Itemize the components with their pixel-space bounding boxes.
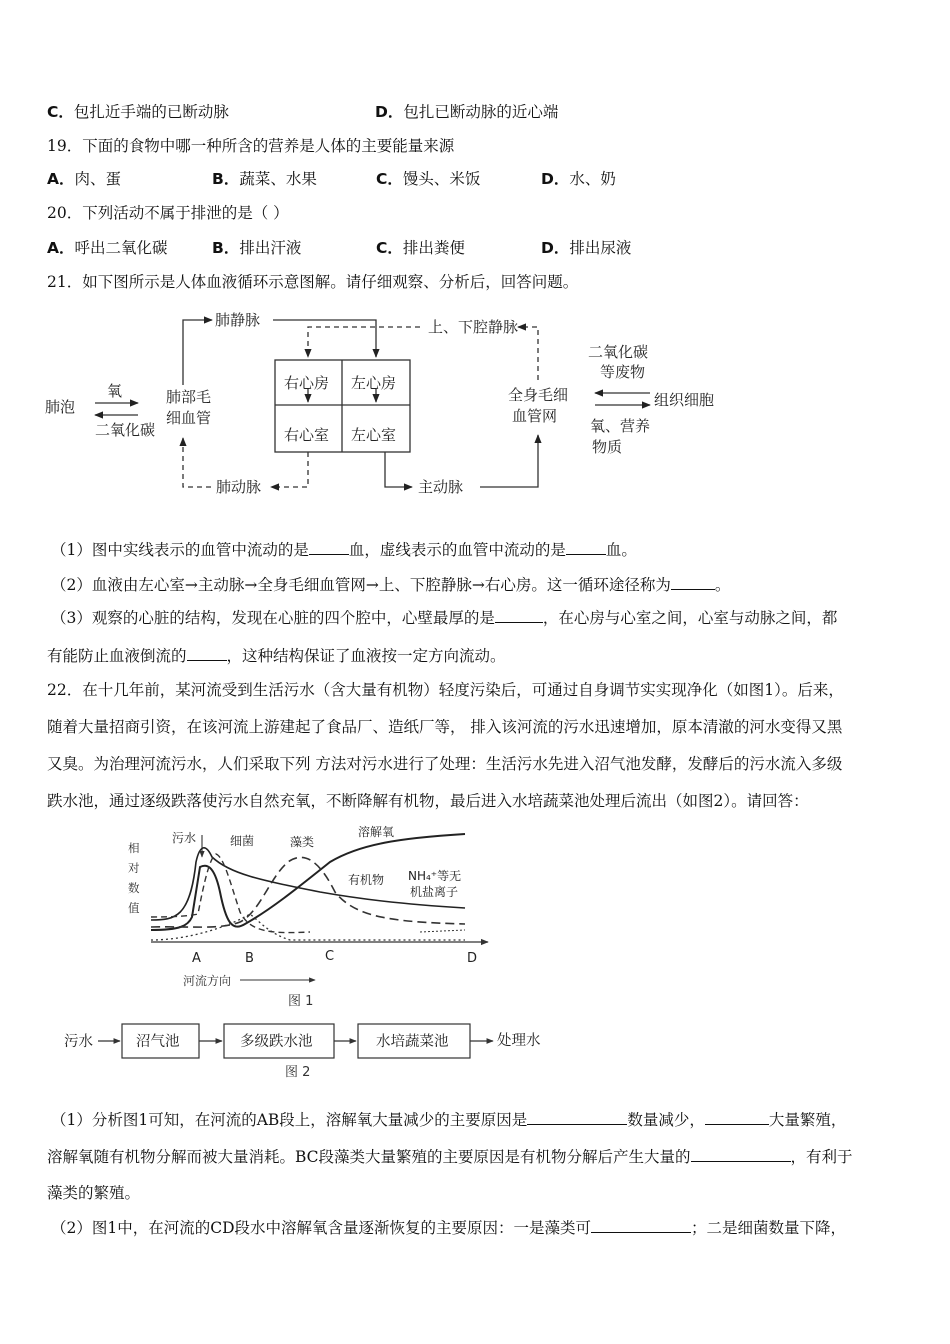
answer-blank[interactable] (566, 538, 606, 555)
flow-box-label: 多级跌水池 (240, 1034, 313, 1050)
answer-blank[interactable] (527, 1108, 627, 1125)
q19-stem: 19．下面的食物中哪一种所含的营养是人体的主要能量来源 (47, 137, 455, 155)
label-lung-capillary-1: 肺部毛 (166, 388, 212, 406)
q20-option-a: A．呼出二氧化碳 (47, 239, 168, 257)
answer-blank[interactable] (495, 606, 543, 623)
answer-blank[interactable] (309, 538, 349, 555)
q22-sub1-line2: 溶解氧随有机物分解而被大量消耗。BC段藻类大量繁殖的主要原因是有机物分解后产生大量的 ，有利于 (47, 1145, 853, 1168)
q19-option-d: D．水、奶 (541, 170, 616, 188)
answer-blank[interactable] (705, 1108, 769, 1125)
flow-end: 处理水 (497, 1033, 541, 1049)
x-tick-labels (192, 949, 477, 966)
label-aorta: 主动脉 (418, 478, 464, 496)
label-tissue-cells: 组织细胞 (654, 391, 715, 409)
label-oxygen: 氧 (107, 382, 123, 400)
q22-line1: 22．在十几年前，某河流受到生活污水（含大量有机物）轻度污染后，可通过自身调节实实现净化（如图1）。后来， (47, 681, 844, 699)
label-pulmonary-vein: 肺静脉 (215, 311, 261, 329)
y-label (128, 841, 140, 915)
q19-option-b: B．蔬菜、水果 (212, 170, 317, 188)
flow-box-label: 水培蔬菜池 (376, 1034, 449, 1050)
q19-option-c: C．馒头、米饭 (376, 170, 481, 188)
y-label-char: 值 (128, 901, 140, 915)
label-left-atrium: 左心房 (351, 374, 397, 392)
x-tick: A (192, 951, 201, 966)
q21-sub2: （2）血液由左心室→主动脉→全身毛细血管网→上、下腔静脉→右心房。这一循环途径称为 。 (51, 573, 730, 596)
q20-stem: 20．下列活动不属于排泄的是（ ） (47, 204, 289, 222)
label-body-capillary-1: 全身毛细 (508, 386, 569, 404)
label-bacteria: 细菌 (230, 834, 255, 848)
q20-option-b: B．排出汗液 (212, 239, 302, 257)
label-nh4: NH₄⁺等无 (408, 869, 462, 883)
label-co2-waste-2: 等废物 (600, 363, 646, 381)
label-co2: 二氧化碳 (95, 421, 156, 439)
q21-sub3-line1: （3）观察的心脏的结构，发现在心脏的四个腔中，心壁最厚的是 ，在心房与心室之间，心室与动脉之间，都 (51, 606, 837, 629)
label-alveoli: 肺泡 (45, 398, 76, 416)
q22-sub1-line3: 藻类的繁殖。 (47, 1184, 141, 1202)
x-tick: B (245, 951, 254, 966)
label-pulmonary-artery: 肺动脉 (216, 478, 262, 496)
label-nutrients-1: 氧、营养 (590, 417, 651, 435)
x-tick: D (467, 951, 478, 966)
label-lung-capillary-2: 细血管 (166, 409, 212, 427)
q22-sub1-line1: （1）分析图1可知，在河流的AB段上，溶解氧大量减少的主要原因是 数量减少， 大量繁殖， (51, 1108, 846, 1131)
label-organic: 有机物 (348, 873, 385, 887)
q19-option-a: A．肉、蛋 (47, 170, 122, 188)
q18-option-d: D．包扎已断动脉的近心端 (375, 103, 559, 121)
label-body-capillary-2: 血管网 (512, 407, 558, 425)
q21-stem: 21．如下图所示是人体血液循环示意图解。请仔细观察、分析后，回答问题。 (47, 273, 579, 291)
series-bacteria (151, 854, 310, 933)
label-algae: 藻类 (290, 835, 315, 849)
q20-option-c: C．排出粪便 (376, 239, 465, 257)
label-dissolved-oxygen: 溶解氧 (358, 825, 395, 839)
y-label-char: 数 (128, 881, 140, 895)
circulation-diagram (40, 305, 740, 505)
figure1-caption: 图 1 (288, 994, 314, 1009)
q22-sub2: （2）图1中，在河流的CD段水中溶解氧含量逐渐恢复的主要原因：一是藻类可 ；二是细菌数量下降， (51, 1216, 846, 1239)
flow-box-label: 沼气池 (136, 1034, 180, 1050)
series-labels (172, 824, 461, 899)
q22-line2: 随着大量招商引资，在该河流上游建起了食品厂、造纸厂等， 排入该河流的污水迅速增加，原本清澈的河水变得又黑 (47, 718, 843, 736)
label-right-atrium: 右心房 (284, 374, 330, 392)
x-tick: C (325, 949, 335, 964)
label-right-ventricle: 右心室 (284, 426, 330, 444)
label-left-ventricle: 左心室 (351, 426, 397, 444)
x-axis-label: 河流方向 (183, 974, 232, 988)
figure2-flow (60, 1018, 560, 1084)
q22-line3: 又臭。为治理河流污水，人们采取下列 方法对污水进行了处理：生活污水先进入沼气池发酵，发酵后的污水流入多级 (47, 755, 843, 773)
label-nh4-2: 机盐离子 (410, 885, 459, 899)
answer-blank[interactable] (187, 644, 227, 661)
q22-line4: 跌水池，通过逐级跌落使污水自然充氧，不断降解有机物，最后进入水培蔬菜池处理后流出（如图2）。请回答： (47, 792, 809, 810)
answer-blank[interactable] (691, 1145, 791, 1162)
y-label-char: 相 (128, 841, 140, 855)
y-label-char: 对 (128, 861, 140, 875)
q18-option-c: C．包扎近手端的已断动脉 (47, 103, 229, 121)
answer-blank[interactable] (671, 573, 715, 590)
label-sewage: 污水 (172, 831, 197, 845)
label-vena-cava: 上、下腔静脉 (428, 318, 519, 336)
answer-blank[interactable] (591, 1216, 691, 1233)
q20-option-d: D．排出尿液 (541, 239, 632, 257)
label-co2-waste-1: 二氧化碳 (588, 343, 649, 361)
flow-start: 污水 (64, 1034, 93, 1050)
q21-sub3-line2: 有能防止血液倒流的 ，这种结构保证了血液按一定方向流动。 (47, 644, 506, 667)
figure1-chart (120, 822, 500, 1014)
label-nutrients-2: 物质 (592, 438, 623, 456)
figure2-caption: 图 2 (285, 1065, 311, 1080)
q21-sub1: （1）图中实线表示的血管中流动的是 血，虚线表示的血管中流动的是 血。 (51, 538, 637, 561)
